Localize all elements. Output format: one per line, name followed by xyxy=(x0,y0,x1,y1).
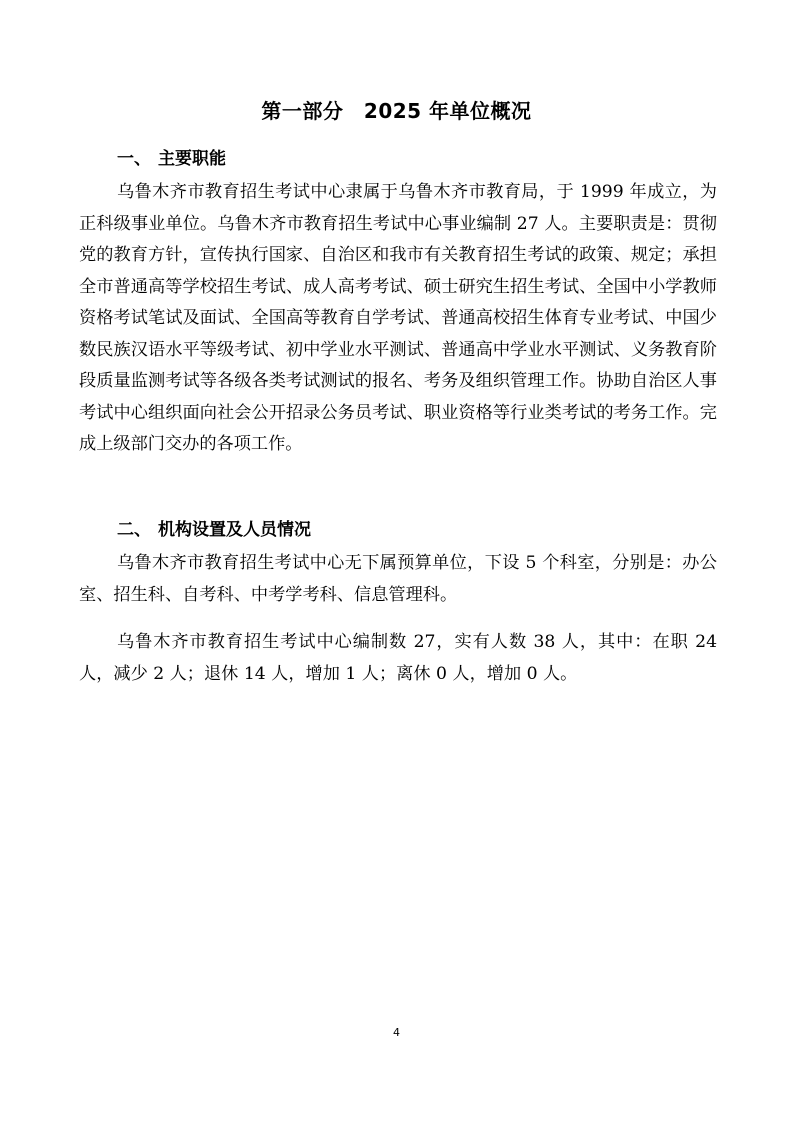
section-heading-organization xyxy=(117,518,311,542)
page-title: 第一部分 2025 年单位概况 xyxy=(261,99,532,123)
paragraph-staffing: 乌鲁木齐市教育招生考试中心编制数 27，实有人数 38 人，其中：在职 24 人，减少 2 人；退休 14 人，增加 1 人；离休 0 人，增加 0 人。 xyxy=(79,632,717,684)
section-number: 二、 xyxy=(117,520,151,540)
section-title: 机构设置及人员情况 xyxy=(158,520,311,540)
section-heading-functions xyxy=(117,147,226,171)
paragraph-departments: 乌鲁木齐市教育招生考试中心无下属预算单位，下设 5 个科室，分别是：办公室、招生科、自考科、中考学考科、信息管理科。 xyxy=(79,553,717,605)
paragraph-functions: 乌鲁木齐市教育招生考试中心隶属于乌鲁木齐市教育局，于 1999 年成立，为正科级事业单位。乌鲁木齐市教育招生考试中心事业编制 27 人。主要职责是：贯彻党的教育方针，宣传执行国家、自治区和我市有关教育招生考试的政策、规定；承担全市普通高等学校招生考试、成人高考考试、硕士研究生招生考试、全国中小学教师资格考试笔试及面试、全国高等教育自学考试、普通高校招生体育专业考试、中国少数民族汉语水平等级考试、初中学业水平测试、普通高中学业水平测试、义务教育阶段质量监测考试等各级各类考试测试的报名、考务及组织管理工作。协助自治区人事考试中心组织面向社会公开招录公务员考试、职业资格等行业类考试的考务工作。完成上级部门交办的各项工作。 xyxy=(79,182,717,454)
section-title: 主要职能 xyxy=(158,149,226,169)
page-number: 4 xyxy=(393,1026,400,1039)
section-number: 一、 xyxy=(117,149,151,169)
